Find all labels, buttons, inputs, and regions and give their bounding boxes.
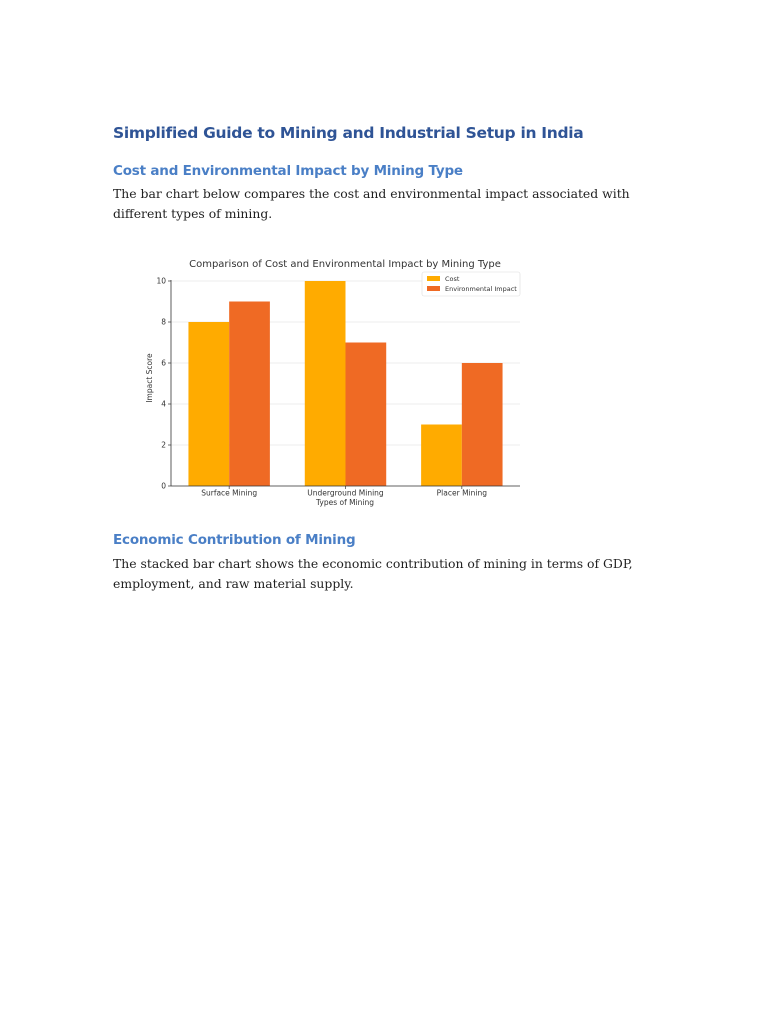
legend-label-cost: Cost: [445, 275, 460, 283]
x-tick-label-underground-mining: Underground Mining: [307, 488, 384, 498]
chart-title: Comparison of Cost and Environmental Impact by Mining Type: [189, 259, 501, 270]
bar-environmental-impact-surface-mining: [229, 302, 270, 487]
cost-impact-bar-chart: [113, 240, 565, 516]
y-tick-label-4: 4: [161, 399, 166, 409]
bar-cost-surface-mining: [188, 322, 229, 486]
bar-environmental-impact-underground-mining: [346, 343, 387, 487]
chart-svg: [113, 240, 565, 516]
section-paragraph-economic-contribution: The stacked bar chart shows the economic contribution of mining in terms of GDP, employment, and raw material supply.: [113, 556, 633, 591]
y-tick-label-6: 6: [161, 358, 166, 368]
bar-cost-placer-mining: [421, 425, 462, 487]
x-tick-label-surface-mining: Surface Mining: [201, 488, 258, 498]
y-tick-label-0: 0: [161, 481, 166, 491]
chart-legend: [422, 272, 520, 296]
section-heading-cost-impact: Cost and Environmental Impact by Mining Type: [113, 163, 463, 179]
bar-cost-underground-mining: [305, 281, 346, 486]
y-tick-label-8: 8: [161, 317, 166, 327]
x-axis-label: Types of Mining: [315, 498, 375, 507]
legend-swatch-environmental-impact: [427, 286, 440, 291]
y-tick-label-2: 2: [161, 440, 166, 450]
legend-label-environmental-impact: Environmental Impact: [445, 285, 517, 293]
bar-environmental-impact-placer-mining: [462, 363, 503, 486]
y-axis-ticks: [156, 277, 171, 491]
chart-bars: [188, 281, 502, 486]
legend-swatch-cost: [427, 276, 440, 281]
section-heading-economic-contribution: Economic Contribution of Mining: [113, 532, 356, 548]
document-title: Simplified Guide to Mining and Industrial Setup in India: [113, 124, 584, 142]
x-axis-ticks: [201, 486, 487, 498]
section-paragraph-cost-impact: The bar chart below compares the cost and environmental impact associated with different types of mining.: [113, 186, 630, 221]
y-axis-label: Impact Score: [145, 353, 154, 403]
x-tick-label-placer-mining: Placer Mining: [436, 488, 487, 498]
y-tick-label-10: 10: [156, 276, 166, 286]
